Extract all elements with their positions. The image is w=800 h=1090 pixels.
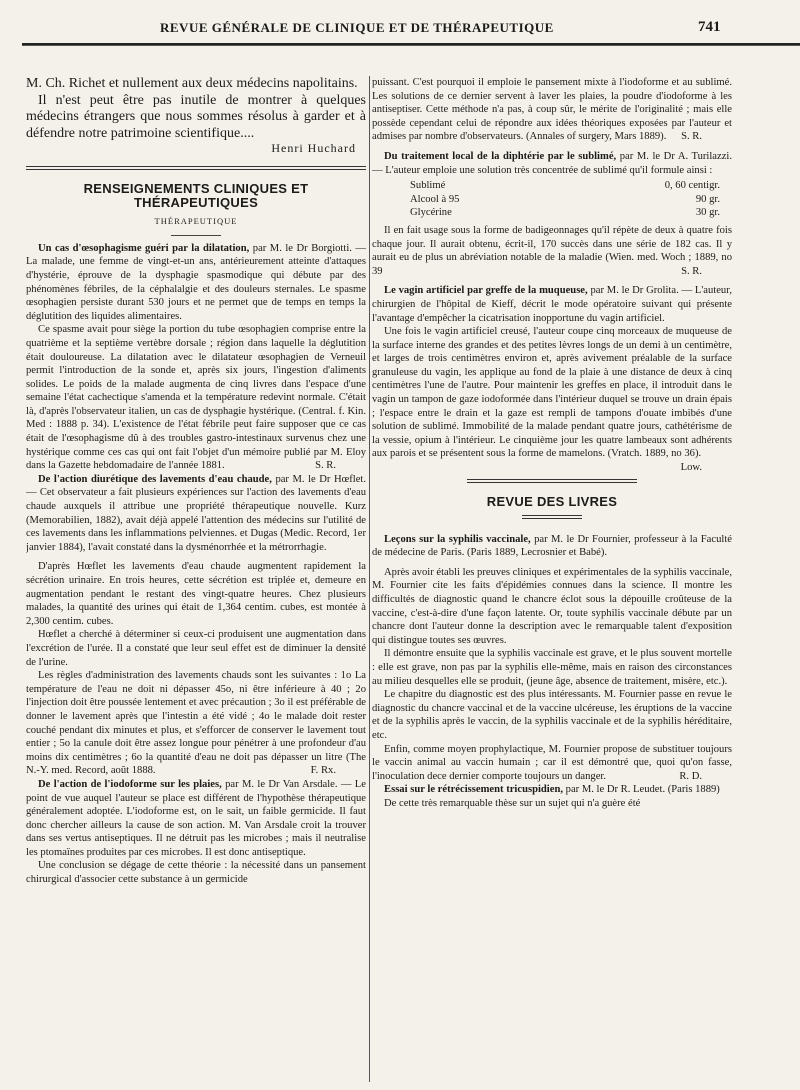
article-signature: R. D. (679, 770, 702, 782)
paragraph (26, 669, 366, 778)
paragraph: D'après Hœflet les lavements d'eau chaude augmentent rapidement la sécrétion urinaire. En trois heures, cette sécrétion est triplée et, demeure en augmentation pendant le restant des vingt-quatre heures. Chez plusieurs malades, la quantité des urines qui était de 1,364 centim. cubes, est montée à 2,300 centim. cubes. (26, 561, 366, 627)
section-rule (467, 479, 637, 483)
article-title: De l'action diurétique des lavements d'eau chaude, (38, 473, 272, 485)
paragraph: Le chapitre du diagnostic est des plus intéressants. M. Fournier passe en revue le diagnostic du chancre vaccinal et de la vaccine ulcéreuse, les éruptions de la vaccine et de la syphilis après le vaccin, de la syphilis vaccinale et de la syphilis héréditaire, etc. (372, 689, 732, 741)
article (26, 473, 366, 555)
formula-row (410, 193, 732, 207)
article-signature: F. Rx. (310, 765, 336, 777)
paragraph (26, 323, 366, 473)
formula (410, 179, 732, 220)
formula-ingredient: Sublimé (410, 180, 446, 192)
article-text: par M. le Dr Borgiotti. — La malade, une femme de vingt-et-un ans, antérieurement atteinte d'attaques d'hystérie, éprouve de la dysphagie spasmodique qui débute par des phénomènes fébriles, de la céphalalgie et des douleurs sternales. Le spasme œsophagien persiste durant 530 jours et ne permet que de temps en temps la déglutition des liquides alimentaires. (26, 242, 366, 322)
article-title: Essai sur le rétrécissement tricuspidien, (384, 784, 563, 796)
paragraph: De cette très remarquable thèse sur un sujet qui n'a guère été (384, 797, 641, 809)
formula-row (410, 206, 732, 220)
paragraph-text: Il en fait usage sous la forme de badigeonnages qu'il répète de deux à quatre fois chaque jour. Il aurait obtenu, écrit-il, 170 succès dans une série de 182 cas. Il y aurait eu de plus un abréviation notable de la maladie (Wien. med. Woch ; 1889, no 39 (372, 224, 732, 277)
article-signature: Low. (680, 462, 702, 474)
running-title: REVUE GÉNÉRALE DE CLINIQUE ET DE THÉRAPEUTIQUE (160, 20, 554, 35)
article (372, 150, 732, 177)
article-text: par M. le Dr Fournier, professeur à la Faculté de médecine de Paris. (Paris 1889, Lecrosnier et Babé). (372, 533, 732, 559)
formula-ingredient: Alcool à 95 (410, 193, 460, 205)
article-title: Un cas d'œsophagisme guéri par la dilatation, (38, 242, 250, 254)
section-rule (522, 515, 582, 519)
formula-row (410, 179, 732, 193)
article-signature: S. R. (681, 131, 702, 143)
column-divider (369, 76, 370, 1082)
article (372, 533, 732, 560)
article (26, 778, 366, 860)
paragraph (372, 76, 732, 144)
formula-dose: 30 gr. (695, 207, 720, 219)
paragraph-text: Une fois le vagin artificiel creusé, l'auteur coupe cinq morceaux de muqueuse de la surface interne des grandes et des petites lèvres longs de un demi à un centimètre, et larges de trois centimètres environ et, après avivement préalable de la surface granuleuse du vagin, les applique au fond de la plaie à une distance de deux à cinq centimètres l'une de l'autre. Pour maintenir les greffes en place, il introduit dans le vagin un tampon de gaze iodoformée dans l'intérieur duquel se trouve un drain épais ; l'espace entre le drain et la gaze est rempli de tampons d'ouate imbibés d'une solution de sublimé. Immobilité de la malade pendant quatre jours, cathétérisme de la vessie, opium à l'intérieur. Le cinquième jour les quatre lambeaux sont adhérents aux parois et se présentent sous la forme de mamelons. (Vratch. 1889, no 36). (372, 326, 732, 460)
right-column (372, 76, 732, 1082)
paragraph-text: Enfin, comme moyen prophylactique, M. Fournier propose de substituer toujours le vaccin animal au vaccin humain ; car il est démontré que, quoi qu'on fasse, l'inoculation dece dernier comporte toujours un danger. (372, 743, 732, 782)
formula-dose: 90 gr. (695, 193, 720, 205)
article-title: Du traitement local de la diphtérie par le sublimé, (384, 150, 617, 162)
article-signature: S. R. (681, 265, 702, 277)
paragraph-text: Les règles d'administration des lavements chauds sont les suivantes : 1o La température de l'eau ne doit ni dépasser 45o, ni être inférieure à 40 ; 2o l'injection doit être poussée lentement et avec précaution ; 3o il est préférable de donner le lavement après que l'intestin a été vidé ; 4o le malade doit rester couché pendant dix minutes et plus, et s'efforcer de conserver le lavement tout entier ; 5o la canule doit être assez longue pour pénétrer à une profondeur d'au moins dix centimètres ; 6o la quantité d'eau ne doit pas dépasser un litre (The N.-Y. med. Record, août 1888. (26, 670, 366, 777)
subsection-rule (171, 235, 221, 236)
paragraph: Il n'est peut être pas inutile de montrer à quelques médecins étrangers que nous sommes résolus à garder et à défendre notre patrimoine scientifique.... (26, 92, 366, 141)
paragraph (372, 743, 732, 784)
article (26, 242, 366, 324)
paragraph-text: puissant. C'est pourquoi il emploie le pansement mixte à l'iodoforme et au sublimé. Les solutions de ce dernier servent à laver les plaies, la poudre d'iodoforme à les antiseptiser. Cette méthode n'a pas, à coup sûr, le mérite de l'originalité ; mais elle possède cependant celui de répondre aux idées théoriques exposées par l'auteur et admises par nombre d'observateurs. (Annales of surgery, Mars 1889). (372, 77, 732, 143)
article-text: par M. le Dr Grolita. — L'auteur, chirurgien de l'hôpital de Kieff, décrit le mode opératoire suivant qui présente l'avantage d'empêcher la cicatrisation inopportune du vagin artificiel. (372, 285, 732, 324)
article (372, 284, 732, 325)
formula-dose: 0, 60 centigr. (664, 180, 720, 192)
article-text: par M. le Dr A. Turilazzi. — L'auteur emploie une solution très concentrée de sublimé qu'il formule ainsi : (372, 150, 732, 176)
article (372, 783, 732, 797)
subsection-title: THÉRAPEUTIQUE (154, 216, 238, 227)
paragraph: Une conclusion se dégage de cette théorie : la nécessité dans un pansement chirurgical d'associer cette substance à un germicide (26, 860, 366, 886)
author-signature: Henri Huchard (271, 141, 356, 156)
paragraph (372, 325, 732, 474)
paragraph: Après avoir établi les preuves cliniques et expérimentales de la syphilis vaccinale, M. Fournier cite les faits d'épidémies connues dans la science. Il montre les difficultés de diagnostic quand le chancre éclot sous la dépouille croûteuse de la vaccine, c'est-à-dire d'une façon latente. Or, toute syphilis vaccinale débute par un chancre dont l'auteur donne la description avec le remarquable talent d'exposition qui distingue toutes ses œuvres. (372, 566, 732, 646)
section-title: RENSEIGNEMENTS CLINIQUES ET THÉRAPEUTIQUES (83, 180, 309, 210)
article-signature: S. R. (315, 460, 336, 472)
section-title: REVUE DES LIVRES (486, 494, 618, 510)
left-column (26, 76, 366, 1082)
article-text: par M. le Dr R. Leudet. (Paris 1889) (565, 784, 720, 796)
article-title: De l'action de l'iodoforme sur les plaies, (38, 778, 222, 790)
formula-ingredient: Glycérine (410, 207, 452, 219)
paragraph (372, 224, 732, 278)
paragraph: M. Ch. Richet et nullement aux deux médecins napolitains. (26, 76, 358, 91)
article-title: Leçons sur la syphilis vaccinale, (384, 533, 531, 545)
article-text: par M. le Dr Van Arsdale. — Le point de vue auquel l'auteur se place est différent de l'hypothèse thérapeutique généralement adoptée. L'iodoforme est, on le sait, un faible germicide. Il faut donc chercher ailleurs la cause de son action. M. Van Arsdale croit la trouver dans ses vertus antiseptiques. Il ne détruit pas les microbes ; mais il neutralise les ptomaïnes produites par ces microbes. Il est donc antiseptique. (26, 778, 366, 858)
header-rule (22, 43, 800, 46)
page-number: 741 (698, 19, 721, 35)
article-text: par M. le Dr Hœflet. — Cet observateur a fait plusieurs expériences sur l'action des lavements d'eau chaude auxquels il attribue une propriété thérapeutique nouvelle. Kurz (Memorabilien, 1882), avait déjà appelé l'attention des médecins sur l'utilité de ces lavements dans les inflammations pelviennes. et Dugas (Medic. Record, 1er janvier 1884), l'avait constaté dans la dysménorrhée et la métrorrhagie. (26, 473, 366, 553)
paragraph: Hœflet a cherché à déterminer si ceux-ci produisent une augmentation dans l'excrétion de l'urée. Il a constaté que leur seul effet est de diminuer la densité de l'urine. (26, 629, 366, 668)
article-title: Le vagin artificiel par greffe de la muqueuse, (384, 285, 588, 297)
paragraph: Il démontre ensuite que la syphilis vaccinale est grave, et le plus souvent mortelle : elle est grave, non pas par la syphilis elle-même, mais en raison des circonstances au milieu desquelles elle se produit, (jeune âge, absence de traitement, misère, etc.). (372, 648, 732, 687)
section-rule (26, 166, 366, 170)
paragraph-text: Ce spasme avait pour siège la portion du tube œsophagien comprise entre la quatrième et la septième vertèbre dorsale ; région dans laquelle la déglutition était douloureuse. La dilatation avec le dilatateur œsophagien de Verneuil permit l'introduction de la sonde et, après six jours, l'ingestion d'aliments solides. Le poids de la malade augmenta de cinq livres dans l'espace d'une semaine l'état cachectique s'amenda et la température redevint normale. C'était là, d'après l'observateur italien, un cas de dysphagie hystérique. (Central. f. Kin. Med : 1888 p. 34). L'existence de l'état fébrile peut faire supposer que ce cas était de l'œsophagisme dû à des troubles gastro-intestinaux survenus chez une hystérique comme ces cas qui ont fait l'objet d'un mémoire publié par M. Eloy dans la Gazette hebdomadaire de l'année 1881. (26, 324, 366, 472)
